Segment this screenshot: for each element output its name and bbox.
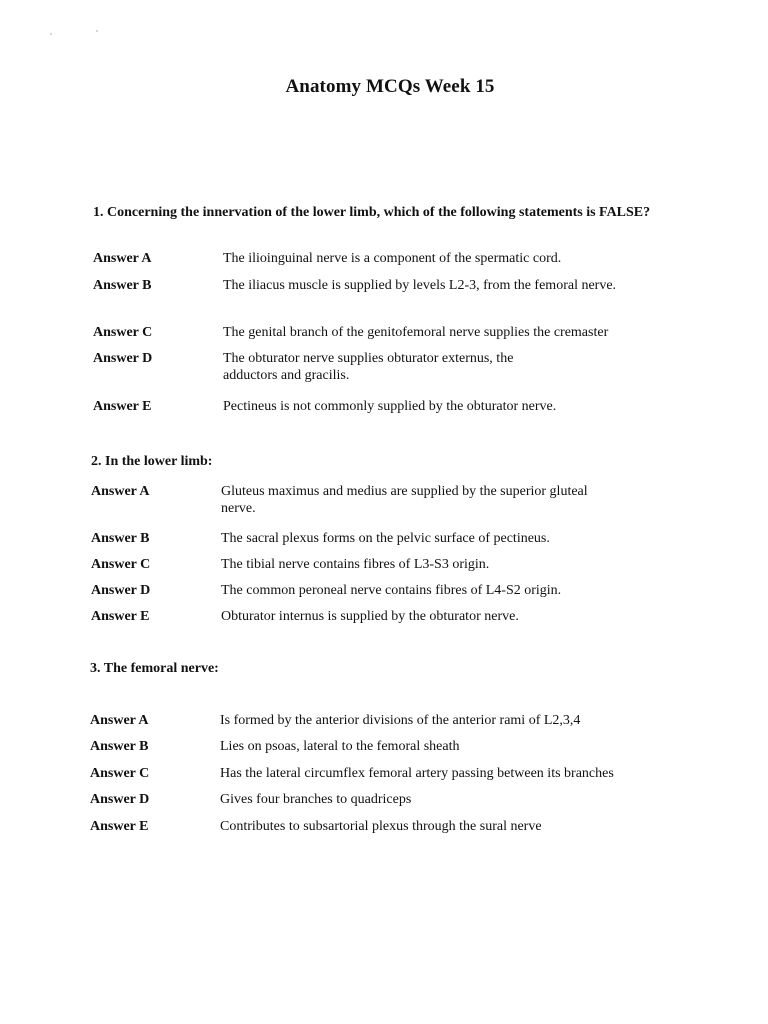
- question-3-stem: 3. The femoral nerve:: [90, 661, 219, 676]
- answer-label: Answer B: [90, 739, 149, 754]
- answer-label: Answer C: [90, 766, 150, 781]
- answer-text: The common peroneal nerve contains fibres of L4-S2 origin.: [221, 583, 562, 598]
- page-title: Anatomy MCQs Week 15: [285, 76, 495, 97]
- answer-label: Answer A: [90, 713, 149, 728]
- question-1-stem: 1. Concerning the innervation of the lower limb, which of the following statements is FALSE?: [93, 205, 651, 220]
- scan-speck: [96, 30, 98, 32]
- answer-text: The iliacus muscle is supplied by levels L2-3, from the femoral nerve.: [223, 278, 617, 293]
- answer-text: Is formed by the anterior divisions of the anterior rami of L2,3,4: [220, 713, 581, 728]
- question-2-stem: 2. In the lower limb:: [91, 454, 213, 469]
- answer-text: The tibial nerve contains fibres of L3-S3 origin.: [221, 557, 490, 572]
- answer-text: The sacral plexus forms on the pelvic surface of pectineus.: [221, 531, 550, 546]
- answer-label: Answer B: [91, 531, 150, 546]
- answer-text: The obturator nerve supplies obturator externus, the adductors and gracilis.: [223, 351, 514, 383]
- answer-label: Answer B: [93, 278, 152, 293]
- answer-label: Answer D: [93, 351, 153, 366]
- answer-label: Answer C: [91, 557, 151, 572]
- answer-label: Answer D: [91, 583, 151, 598]
- answer-label: Answer E: [93, 399, 152, 414]
- answer-text: Gluteus maximus and medius are supplied by the superior gluteal nerve.: [221, 484, 588, 516]
- answer-label: Answer D: [90, 792, 150, 807]
- answer-text: The genital branch of the genitofemoral nerve supplies the cremaster: [223, 325, 609, 340]
- answer-text: Gives four branches to quadriceps: [220, 792, 412, 807]
- answer-text: Has the lateral circumflex femoral artery passing between its branches: [220, 766, 614, 781]
- scan-speck: [50, 33, 52, 35]
- answer-label: Answer A: [93, 251, 152, 266]
- answer-label: Answer A: [91, 484, 150, 499]
- answer-label: Answer C: [93, 325, 153, 340]
- answer-text: The ilioinguinal nerve is a component of the spermatic cord.: [223, 251, 562, 266]
- answer-text: Lies on psoas, lateral to the femoral sheath: [220, 739, 460, 754]
- answer-text: Pectineus is not commonly supplied by the obturator nerve.: [223, 399, 557, 414]
- answer-text: Obturator internus is supplied by the obturator nerve.: [221, 609, 519, 624]
- answer-label: Answer E: [90, 819, 149, 834]
- answer-label: Answer E: [91, 609, 150, 624]
- answer-text: Contributes to subsartorial plexus through the sural nerve: [220, 819, 542, 834]
